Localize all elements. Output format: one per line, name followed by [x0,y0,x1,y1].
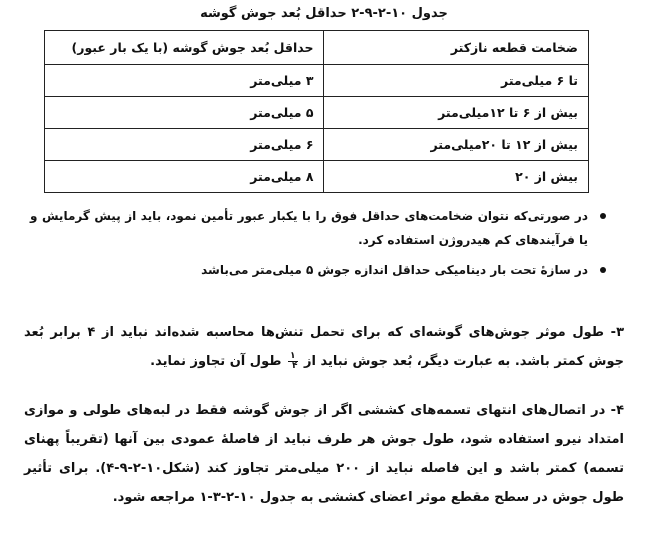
table-caption: جدول ۱۰-۲-۹-۲ حداقل بُعد جوش گوشه [200,6,448,21]
fraction-numerator: ۱ [290,351,296,361]
bullet-icon [600,267,606,273]
cell-thickness: بیش از ۱۲ تا ۲۰میلی‌متر [324,129,589,161]
cell-thickness: بیش از ۲۰ [324,161,589,193]
paragraph-4: ۴- در اتصال‌های انتهای تسمه‌های کششی اگر از جوش گوشه فقط در لبه‌های طولی و موازی امتداد نیرو استفاده شود، طول جوش هر طرف نباید از فاصلهٔ عمودی بین آنها (تقریباً پهنای تسمه) کمتر باشد و این فاصله نباید از ۲۰۰ میلی‌متر تجاوز کند (شکل۱۰-۲-۹-۴). برای تأثیر طول جوش در سطح مقطع موثر اعضای کششی به جدول ۱۰-۲-۳-۱ مراجعه شود. [24,403,625,505]
list-item [30,258,610,282]
cell-thickness: بیش از ۶ تا ۱۲میلی‌متر [324,97,589,129]
cell-min-size: ۳ میلی‌متر [45,65,324,97]
paragraph-3 [24,318,624,376]
table-row [45,129,589,161]
table-row [45,65,589,97]
list-item [30,204,610,252]
min-fillet-weld-table [44,30,589,193]
bullet-text: در صورتی‌که نتوان ضخامت‌های حداقل فوق را با یکبار عبور تأمین نمود، باید از پیش گرمایش و یا فرآیندهای کم هیدروژن استفاده کرد. [30,209,588,247]
bullet-icon [600,213,606,219]
table-row [45,161,589,193]
fraction-one-quarter [288,352,298,371]
cell-min-size: ۵ میلی‌متر [45,97,324,129]
table-row [45,97,589,129]
bullet-text: در سازهٔ تحت بار دینامیکی حداقل اندازه جوش ۵ میلی‌متر می‌باشد [201,263,588,277]
header-min-size: حداقل بُعد جوش گوشه (با یک بار عبور) [45,31,324,65]
fraction-denominator: ۴ [292,361,298,371]
cell-min-size: ۶ میلی‌متر [45,129,324,161]
notes-list [30,204,610,288]
cell-thickness: تا ۶ میلی‌متر [324,65,589,97]
cell-min-size: ۸ میلی‌متر [45,161,324,193]
table-header-row [45,31,589,65]
paragraph-3-text-end: طول آن تجاوز نماید. [150,354,282,369]
header-thickness: ضخامت قطعه نازکتر [324,31,589,65]
paragraph-3-text: ۳- طول موثر جوش‌های گوشه‌ای که برای تحمل تنش‌ها محاسبه شده‌اند نباید از ۴ برابر بُعد جوش کمتر باشد. به عبارت دیگر، بُعد جوش نباید از [24,325,624,369]
